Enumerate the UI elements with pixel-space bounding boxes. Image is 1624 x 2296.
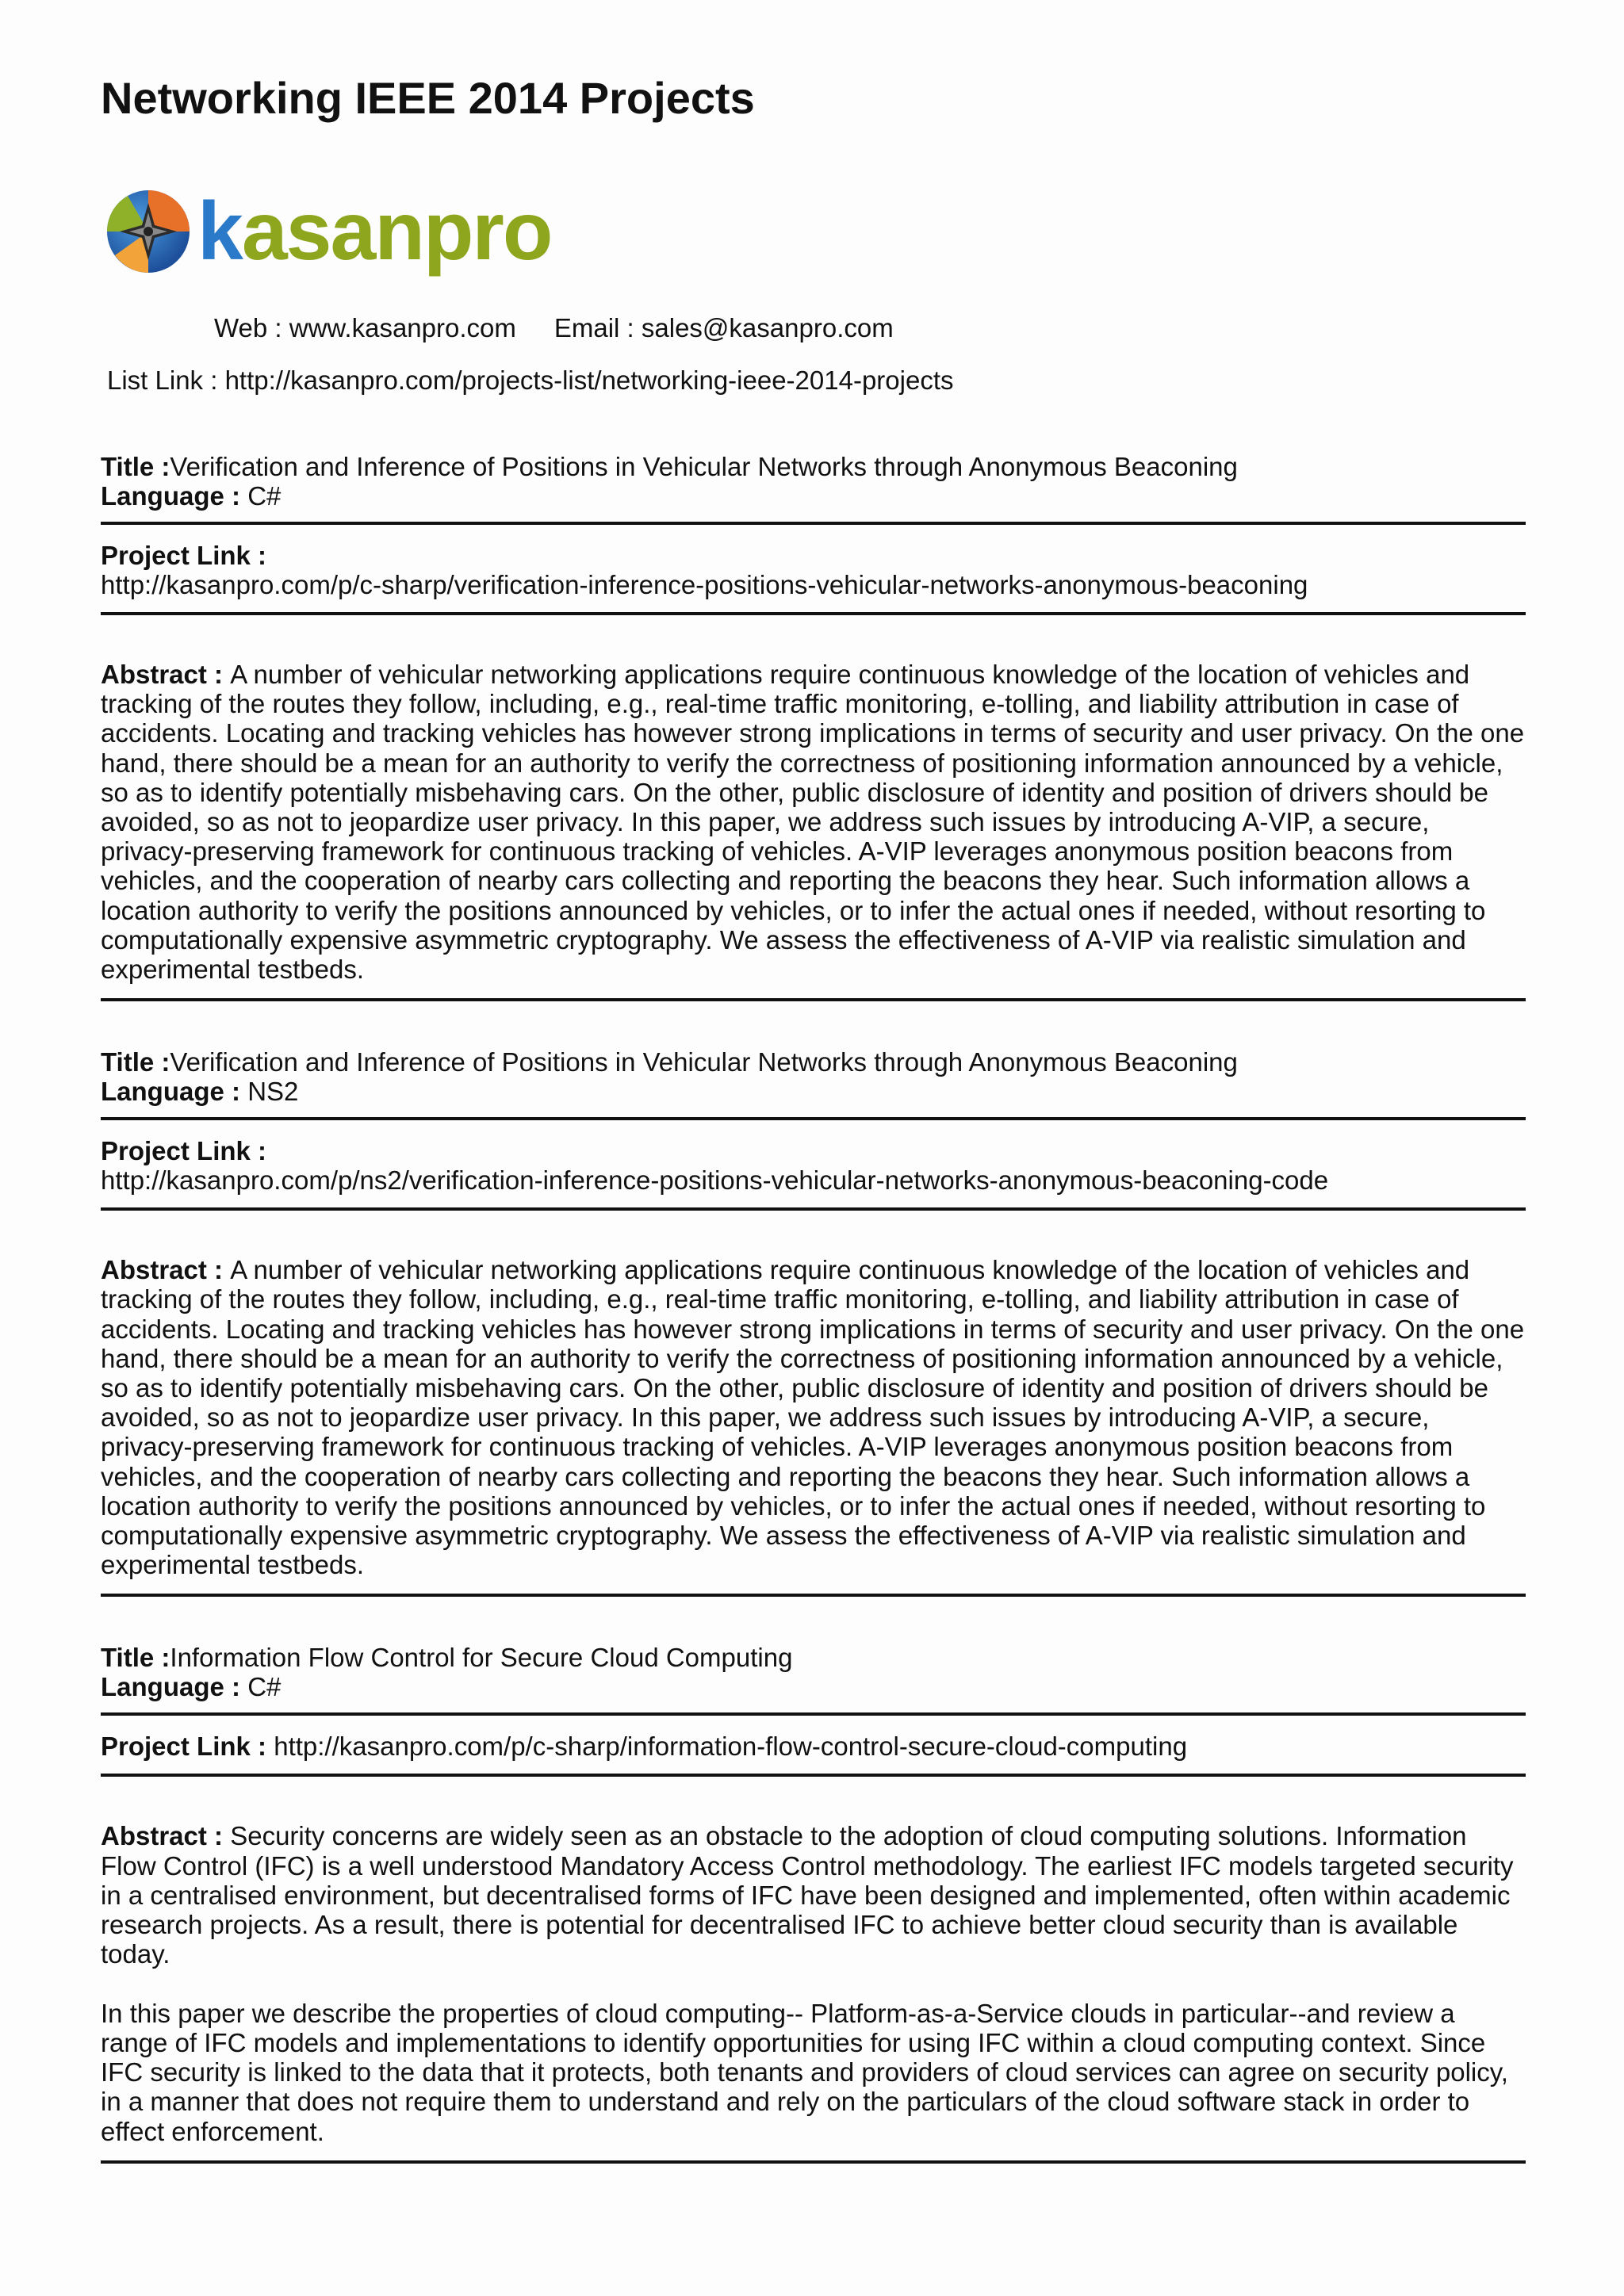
project-language-line [101, 1672, 1526, 1701]
logo-letter-k: k [197, 186, 242, 277]
project-title: Verification and Inference of Positions in Vehicular Networks through Anonymous Beaconing [170, 1047, 1238, 1077]
divider [101, 1594, 1526, 1597]
divider [101, 2160, 1526, 2164]
abstract-label: Abstract : [101, 1821, 231, 1851]
language-label: Language : [101, 481, 248, 511]
project-title: Information Flow Control for Secure Cloud Computing [170, 1643, 793, 1673]
divider [101, 1207, 1526, 1211]
divider [101, 998, 1526, 1001]
project-entry [101, 1047, 1526, 1597]
project-language-line [101, 481, 1526, 511]
abstract-text: Security concerns are widely seen as an obstacle to the adoption of cloud computing solutions. Information Flow Control (IFC) is a well understood Mandatory Access Control methodology. The earliest IFC models targeted security in a centralised environment, but decentralised forms of IFC have been designed and implemented, often within academic research projects. As a result, there is potential for decentralised IFC to achieve better cloud security than is available today. In this paper we describe the properties of cloud computing-- Platform-as-a-Service clouds in particular--and review a range of IFC models and implementations to identify opportunities for using IFC within a cloud computing context. Since IFC security is linked to the data that it protects, both tenants and providers of cloud services can agree on security policy, in a manner that does not require them to understand and rely on the particulars of the cloud software stack in order to effect enforcement. [101, 1821, 1514, 2146]
project-abstract [101, 1821, 1526, 2145]
project-title-line [101, 452, 1526, 481]
kasanpro-logo [104, 182, 1526, 281]
kasanpro-globe-icon [104, 187, 193, 276]
project-link-block [101, 541, 1526, 599]
divider [101, 1774, 1526, 1777]
project-link-label: Project Link : [101, 541, 267, 570]
project-language: C# [247, 1672, 282, 1702]
project-meta [101, 452, 1526, 511]
language-label: Language : [101, 1077, 248, 1107]
web-address[interactable]: Web : www.kasanpro.com [214, 313, 516, 342]
abstract-label: Abstract : [101, 660, 231, 689]
page-title: Networking IEEE 2014 Projects [101, 73, 755, 123]
divider [101, 1117, 1526, 1120]
abstract-text: A number of vehicular networking applications require continuous knowledge of the location of vehicles and tracking of the routes they follow, including, e.g., real-time traffic monitoring, e-tolling, and liability attribution in case of accidents. Locating and tracking vehicles has however strong implications in terms of security and user privacy. On the one hand, there should be a mean for an authority to verify the correctness of positioning information announced by a vehicle, so as to identify potentially misbehaving cars. On the other, public disclosure of identity and position of drivers should be avoided, so as not to jeopardize user privacy. In this paper, we address such issues by introducing A-VIP, a secure, privacy-preserving framework for continuous tracking of vehicles. A-VIP leverages anonymous position beacons from vehicles, and the cooperation of nearby cars collecting and reporting the beacons they hear. Such information allows a location authority to verify the positions announced by vehicles, or to infer the actual ones if needed, without resorting to computationally expensive asymmetric cryptography. We assess the effectiveness of A-VIP via realistic simulation and experimental testbeds. [101, 660, 1525, 985]
list-link[interactable]: List Link : http://kasanpro.com/projects-list/networking-ieee-2014-projects [107, 365, 954, 395]
project-abstract [101, 1255, 1526, 1579]
divider [101, 522, 1526, 525]
project-link-block [101, 1136, 1526, 1195]
project-link-label: Project Link : [101, 1136, 267, 1166]
project-meta [101, 1047, 1526, 1106]
project-title: Verification and Inference of Positions in Vehicular Networks through Anonymous Beaconing [170, 452, 1238, 481]
project-title-line [101, 1643, 1526, 1672]
project-title-line [101, 1047, 1526, 1077]
logo-letters: asanpro [241, 186, 552, 277]
abstract-text: A number of vehicular networking applications require continuous knowledge of the location of vehicles and tracking of the routes they follow, including, e.g., real-time traffic monitoring, e-tolling, and liability attribution in case of accidents. Locating and tracking vehicles has however strong implications in terms of security and user privacy. On the one hand, there should be a mean for an authority to verify the correctness of positioning information announced by a vehicle, so as to identify potentially misbehaving cars. On the other, public disclosure of identity and position of drivers should be avoided, so as not to jeopardize user privacy. In this paper, we address such issues by introducing A-VIP, a secure, privacy-preserving framework for continuous tracking of vehicles. A-VIP leverages anonymous position beacons from vehicles, and the cooperation of nearby cars collecting and reporting the beacons they hear. Such information allows a location authority to verify the positions announced by vehicles, or to infer the actual ones if needed, without resorting to computationally expensive asymmetric cryptography. We assess the effectiveness of A-VIP via realistic simulation and experimental testbeds. [101, 1255, 1525, 1580]
project-language: C# [247, 481, 282, 511]
project-link[interactable]: http://kasanpro.com/p/ns2/verification-inference-positions-vehicular-networks-anonymous-beaconing-code [101, 1165, 1329, 1196]
project-list [101, 452, 1526, 2164]
logo-wordmark [197, 186, 552, 277]
title-label: Title : [101, 452, 170, 481]
project-link-label: Project Link : [101, 1732, 274, 1762]
project-link[interactable]: http://kasanpro.com/p/c-sharp/information-flow-control-secure-cloud-computing [274, 1732, 1188, 1762]
divider [101, 1712, 1526, 1716]
project-entry [101, 1643, 1526, 2163]
project-language: NS2 [247, 1077, 299, 1107]
title-label: Title : [101, 1047, 170, 1077]
divider [101, 612, 1526, 615]
language-label: Language : [101, 1672, 248, 1702]
project-abstract [101, 660, 1526, 984]
title-label: Title : [101, 1643, 170, 1673]
project-link[interactable]: http://kasanpro.com/p/c-sharp/verification-inference-positions-vehicular-networks-anonymous-beaconing [101, 570, 1308, 599]
abstract-label: Abstract : [101, 1255, 231, 1285]
contact-row [214, 312, 1526, 344]
project-language-line [101, 1077, 1526, 1106]
project-entry [101, 452, 1526, 1001]
email-address[interactable]: Email : sales@kasanpro.com [553, 313, 894, 342]
project-link-block [101, 1732, 1526, 1761]
project-meta [101, 1643, 1526, 1701]
